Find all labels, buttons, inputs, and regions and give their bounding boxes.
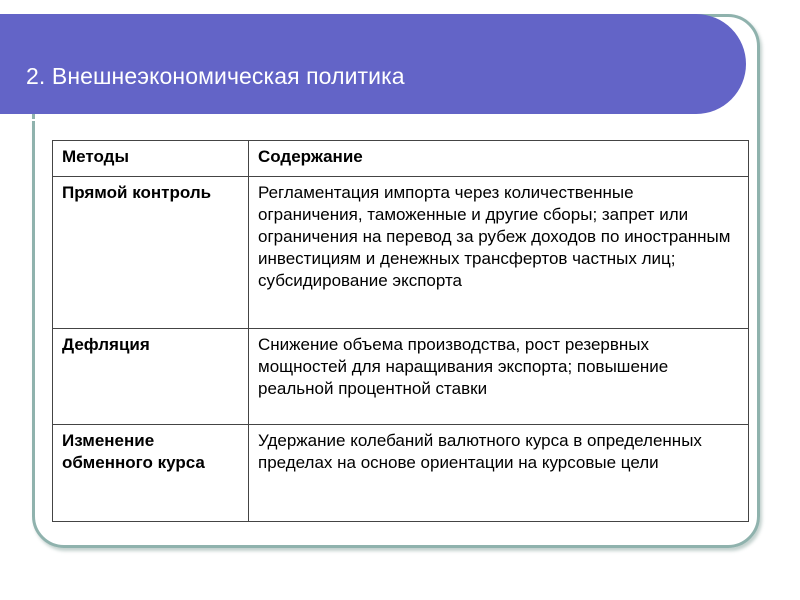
title-bar [0, 14, 746, 114]
header-content: Содержание [249, 141, 749, 177]
methods-table [52, 140, 749, 522]
content-cell: Регламентация импорта через количественные ограничения, таможенные и другие сборы; запрет или ограничения на перевод за рубеж доходов по иностранным инвестициям и денежных трансфертов частных лиц; субсидирование экспорта [249, 177, 749, 329]
table-row [53, 177, 749, 329]
content-cell: Удержание колебаний валютного курса в определенных пределах на основе ориентации на курсовые цели [249, 425, 749, 522]
content-cell: Снижение объема производства, рост резервных мощностей для наращивания экспорта; повышение реальной процентной ставки [249, 329, 749, 425]
slide-title: 2. Внешнеэкономическая политика [26, 63, 405, 89]
method-cell: Прямой контроль [53, 177, 249, 329]
title-underline [0, 119, 708, 121]
header-methods: Методы [53, 141, 249, 177]
table-row [53, 329, 749, 425]
method-cell: Дефляция [53, 329, 249, 425]
method-cell: Изменение обменного курса [53, 425, 249, 522]
table-row [53, 425, 749, 522]
table-header-row [53, 141, 749, 177]
